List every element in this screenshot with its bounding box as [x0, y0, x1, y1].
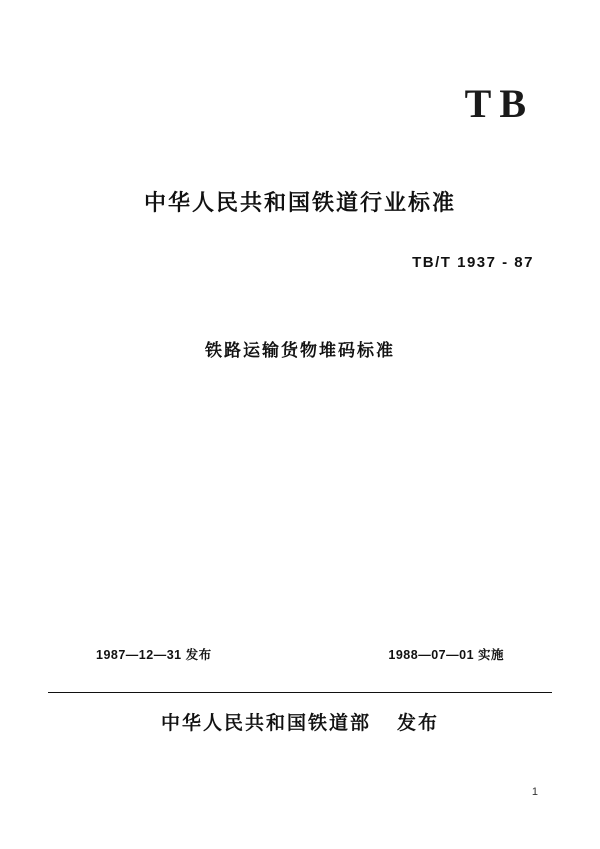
horizontal-divider — [48, 692, 552, 693]
dates-row — [96, 645, 504, 663]
publisher-line — [0, 708, 600, 735]
publisher-verb: 发布 — [397, 713, 440, 734]
standard-title: 中华人民共和国铁道行业标准 — [143, 190, 456, 215]
standard-number: TB/T 1937 - 87 — [412, 254, 534, 271]
page-number: 1 — [531, 786, 538, 798]
tb-emblem: TB — [464, 81, 534, 126]
effective-date: 1988—07—01 实施 — [388, 648, 504, 662]
publisher-name: 中华人民共和国铁道部 — [160, 713, 371, 734]
issue-date: 1987—12—31 发布 — [96, 648, 212, 662]
document-subject-title: 铁路运输货物堆码标准 — [205, 341, 395, 360]
